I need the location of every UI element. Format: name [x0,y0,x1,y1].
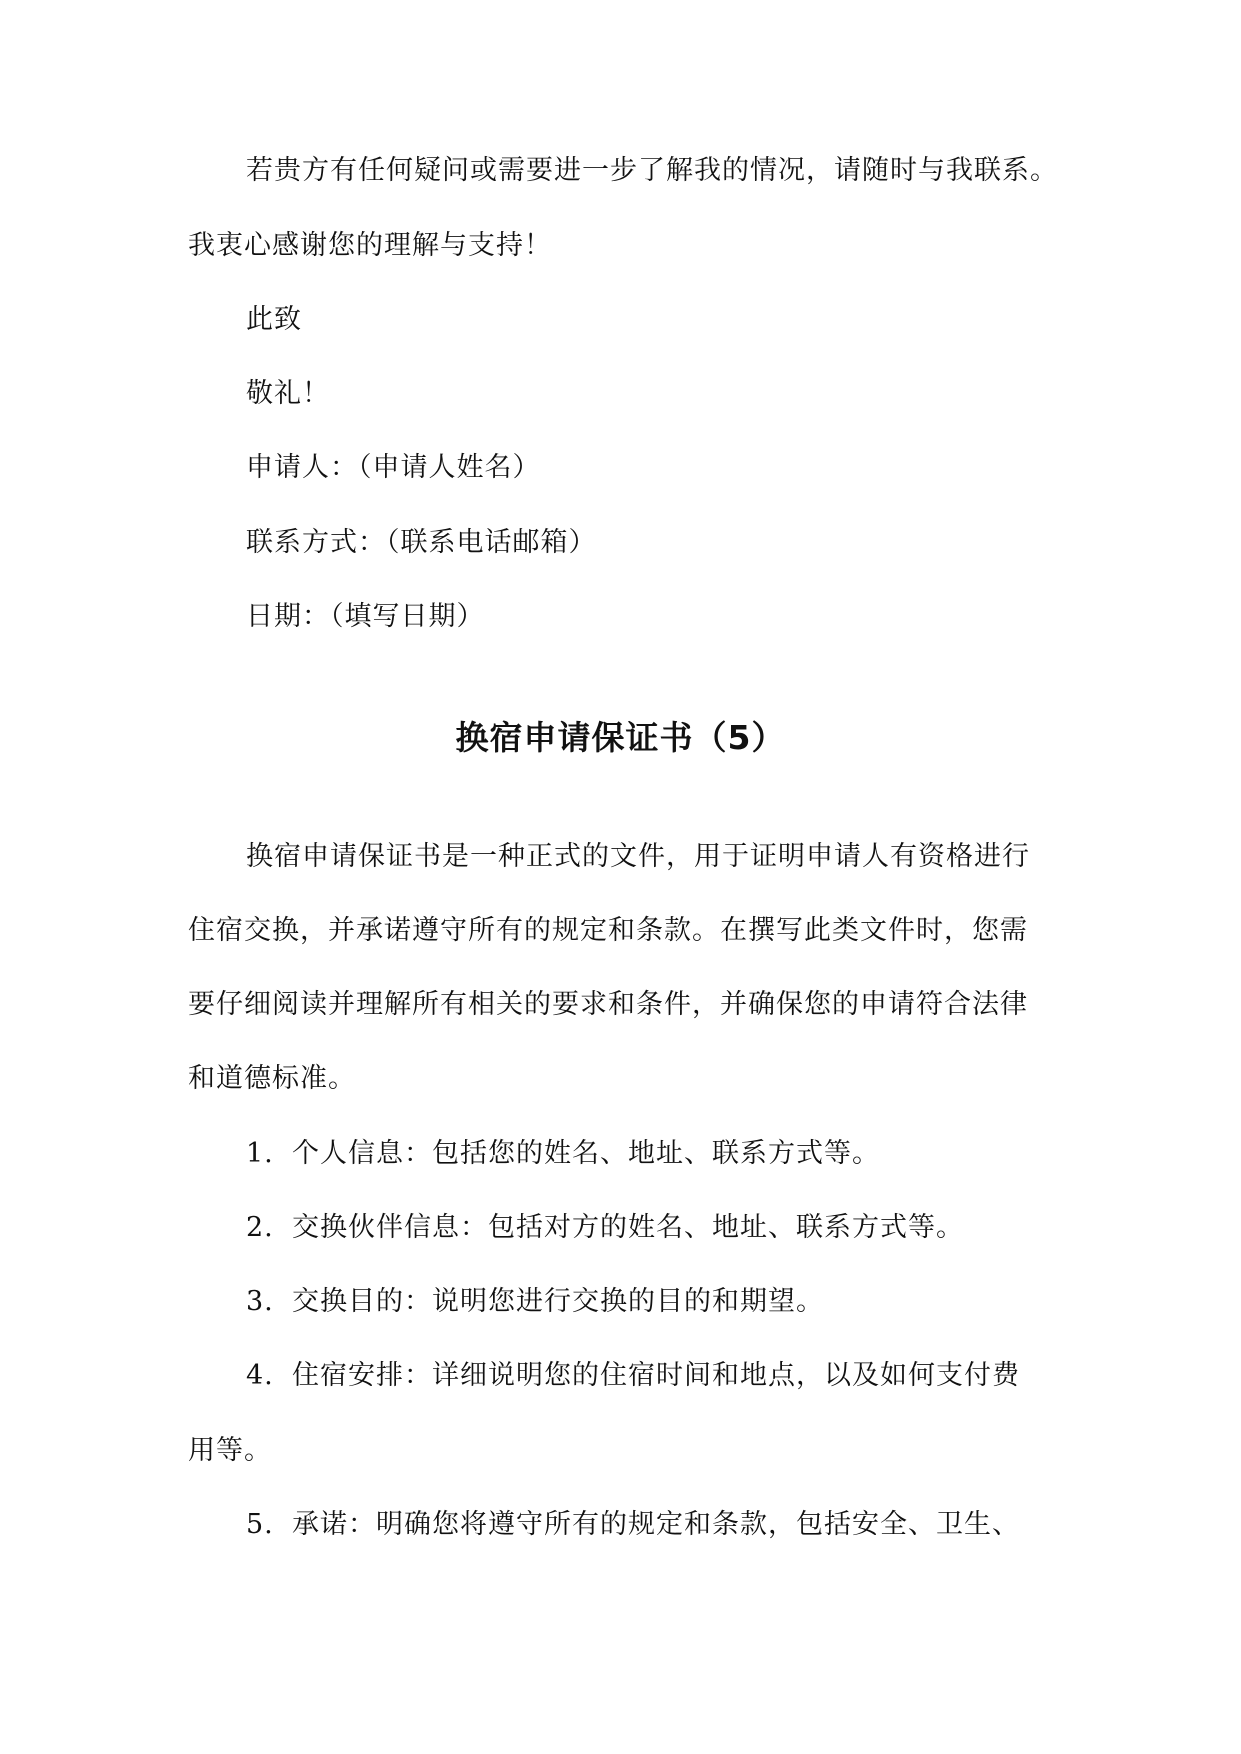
contact-line: 联系方式：（联系电话邮箱） [246,527,597,558]
list-item-number: 5. [246,1509,274,1540]
applicant-line: 申请人：（申请人姓名） [246,452,541,483]
intro-line-3: 要仔细阅读并理解所有相关的要求和条件，并确保您的申请符合法律 [188,989,1028,1020]
list-item-2 [246,1210,964,1246]
list-item-4 [246,1358,1020,1394]
list-item-text: 交换伙伴信息：包括对方的姓名、地址、联系方式等。 [292,1212,964,1243]
intro-line-1: 换宿申请保证书是一种正式的文件，用于证明申请人有资格进行 [246,841,1030,872]
closing-regards: 敬礼！ [246,378,330,409]
list-item-number: 1. [246,1138,274,1169]
list-item-number: 3. [246,1286,274,1317]
list-item-text: 承诺：明确您将遵守所有的规定和条款，包括安全、卫生、 [292,1509,1020,1540]
date-line: 日期：（填写日期） [246,601,485,632]
list-item-number: 4. [246,1360,274,1391]
list-item-number: 2. [246,1212,274,1243]
intro-line-2: 住宿交换，并承诺遵守所有的规定和条款。在撰写此类文件时，您需 [188,915,1028,946]
list-item-text: 个人信息：包括您的姓名、地址、联系方式等。 [292,1138,880,1169]
list-item-text: 住宿安排：详细说明您的住宿时间和地点，以及如何支付费 [292,1360,1020,1391]
list-item-4-continuation: 用等。 [188,1435,272,1466]
letter-paragraph-line-1: 若贵方有任何疑问或需要进一步了解我的情况，请随时与我联系。 [246,155,1058,186]
section-title: 换宿申请保证书（5） [455,718,786,757]
list-item-1 [246,1136,880,1172]
list-item-5 [246,1507,1020,1543]
letter-paragraph-line-2: 我衷心感谢您的理解与支持！ [188,230,552,261]
closing-salutation: 此致 [246,304,302,335]
list-item-3 [246,1284,824,1320]
list-item-text: 交换目的：说明您进行交换的目的和期望。 [292,1286,824,1317]
intro-line-4: 和道德标准。 [188,1063,356,1094]
